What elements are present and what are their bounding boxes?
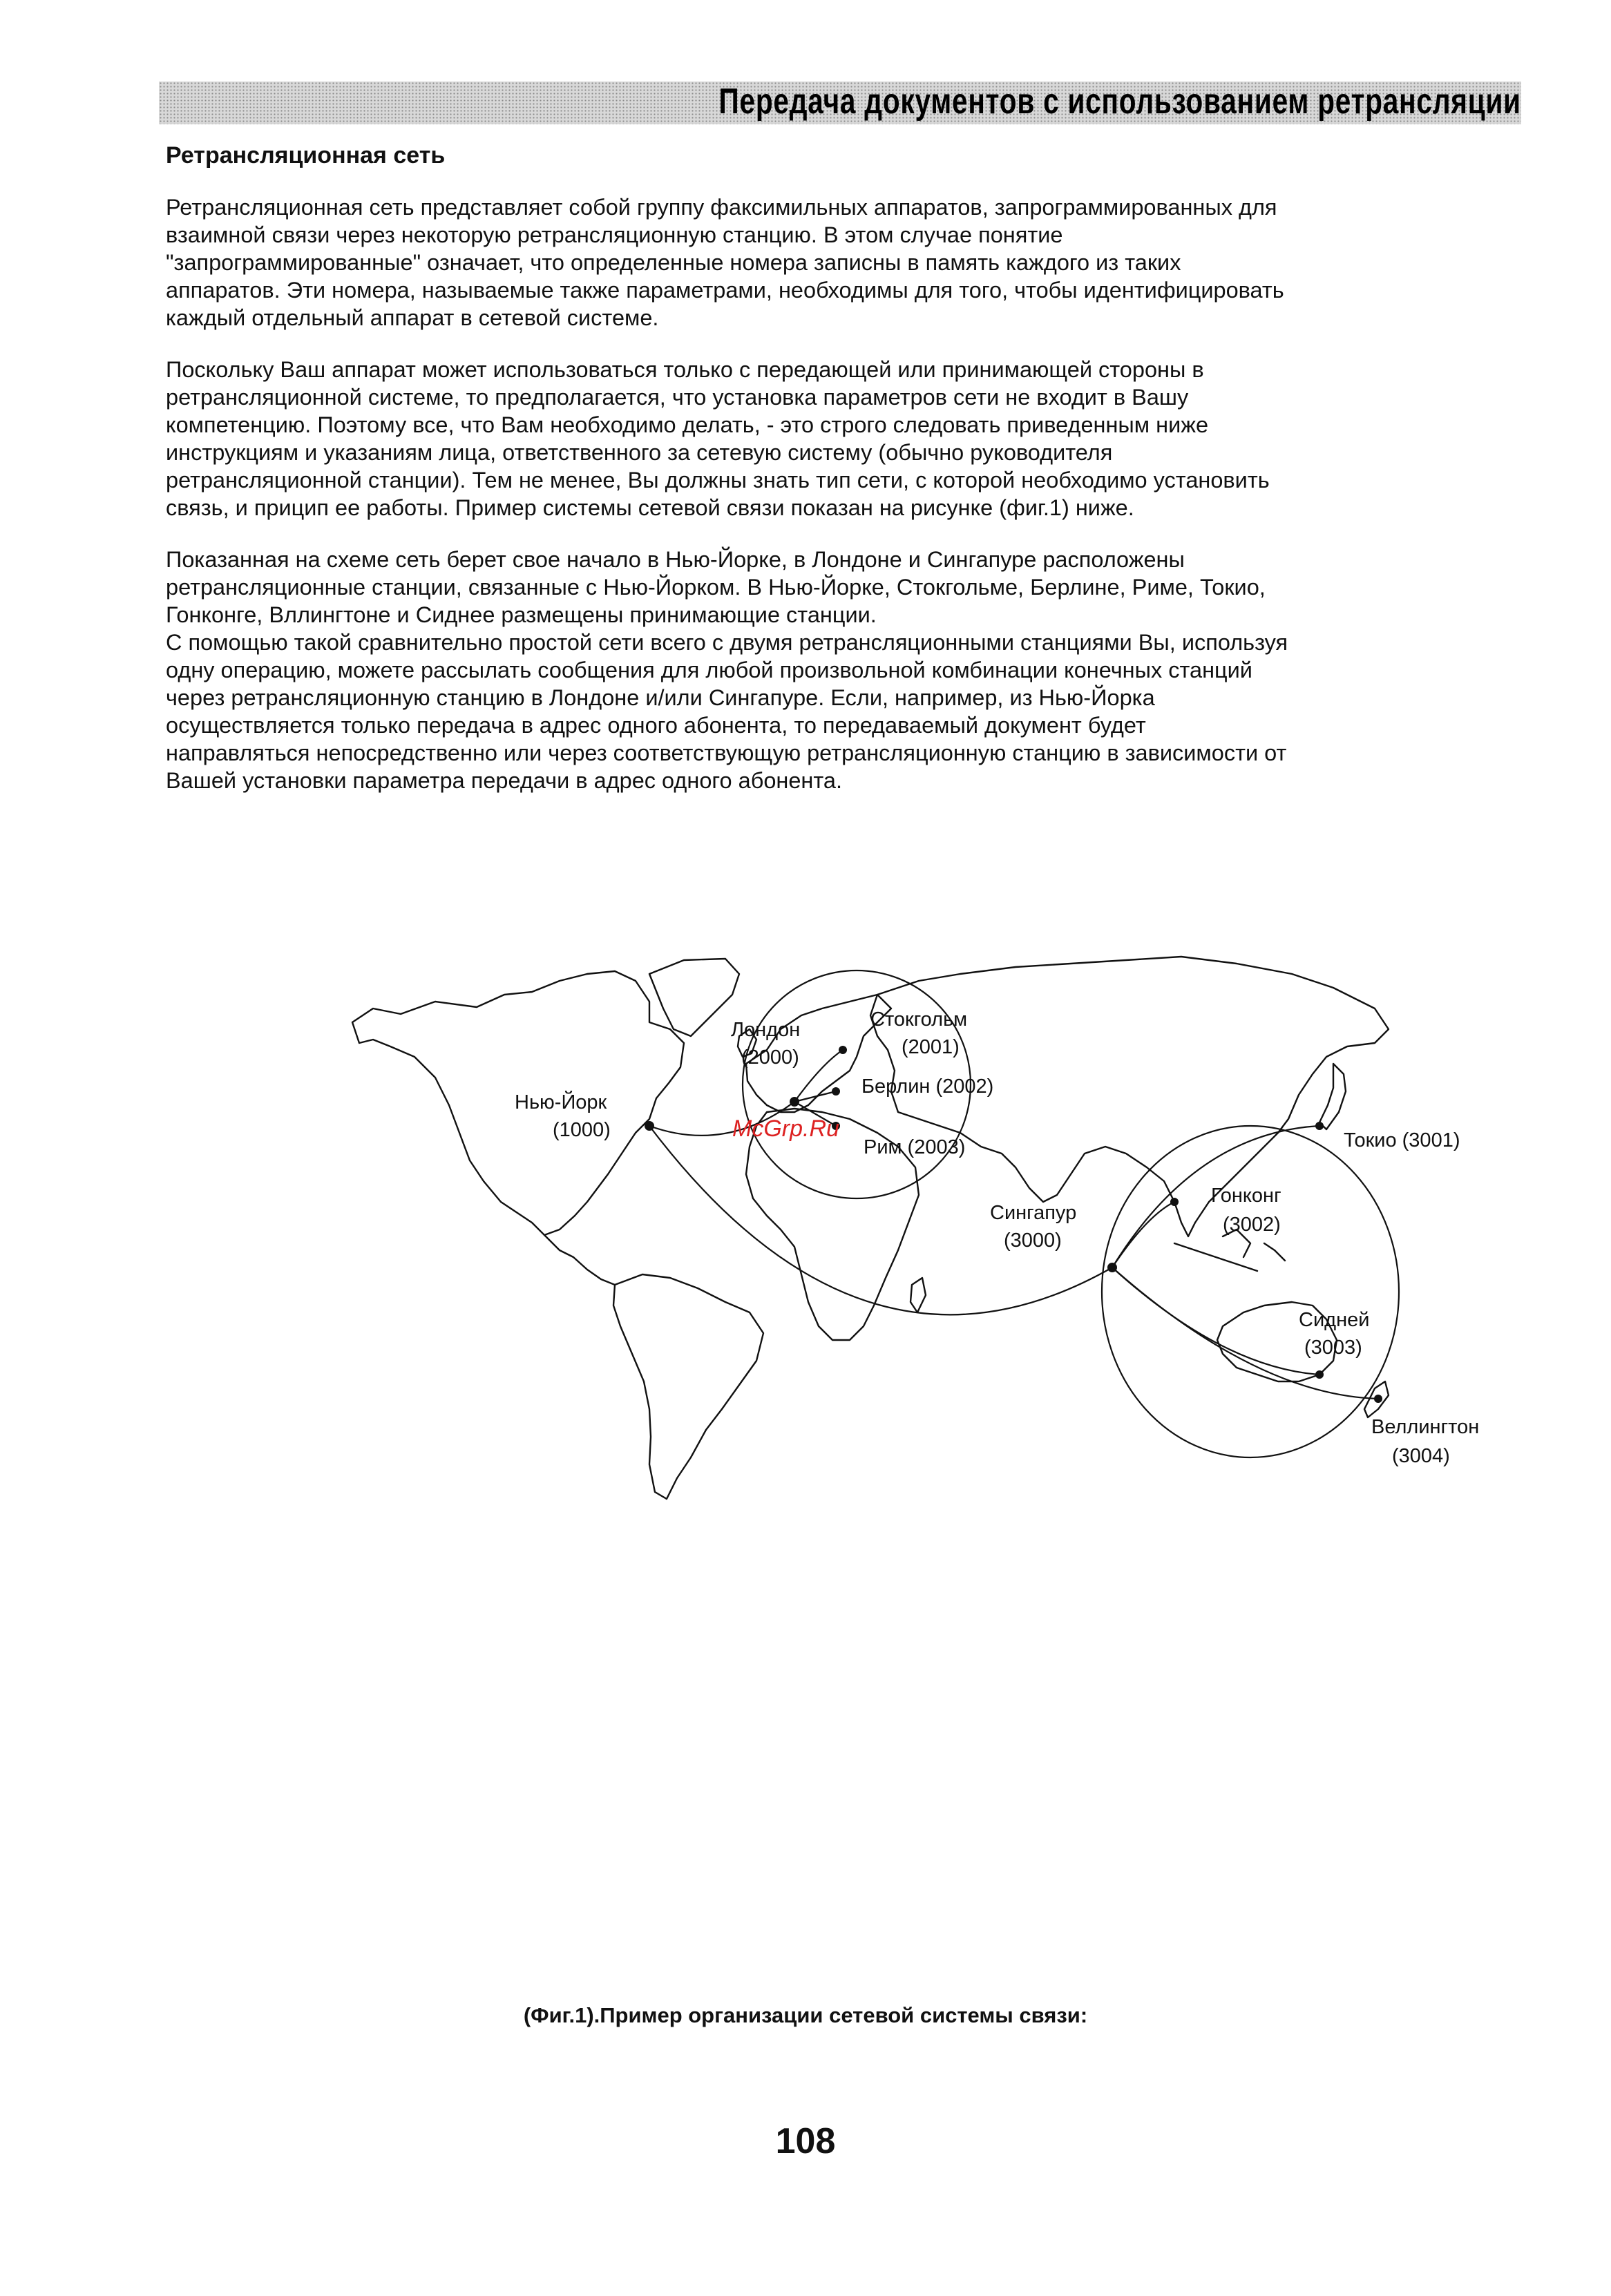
sydney-station-dot [1315,1370,1324,1379]
indonesia-outline [1174,1230,1285,1271]
page-header-title: Передача документов с использованием ретрансляции [718,82,1521,122]
singapore-relay-circle [1102,1126,1399,1457]
greenland-outline [649,959,739,1036]
new-york-station-dot [645,1121,654,1131]
figure-caption: (Фиг.1).Пример организации сетевой системы связи: [523,2003,1088,2027]
label-singapore-code: (3000) [1004,1230,1062,1252]
label-wellington-code: (3004) [1392,1445,1450,1467]
watermark-logo: McGrp.Ru [732,1116,839,1142]
label-tokyo: Токио (3001) [1344,1129,1460,1151]
central-america-outline [544,1235,615,1285]
singapore-station-dot [1107,1263,1117,1272]
label-hong-kong: Гонконг [1211,1185,1281,1207]
madagascar-outline [911,1278,926,1312]
label-london-code: (2000) [741,1046,799,1069]
label-sydney: Сидней [1299,1309,1370,1331]
wellington-station-dot [1374,1395,1382,1403]
label-berlin: Берлин (2002) [861,1075,994,1098]
label-rome: Рим (2003) [864,1136,966,1158]
paragraph-3: Показанная на схеме сеть берет свое начало в Нью-Йорке, в Лондоне и Сингапуре расположены ретрансляционные станции, связанные с Нью-Йорком. В Нью-Йорке, Стокгольме, Берлине, Риме, Токио, Гонконге, Вллингтоне и Сиднее размещены принимающие станции. С помощью такой сравнительно простой сети всего с двумя ретрансляционными станциями Вы, используя одну операцию, можете рассылать сообщения для любой произвольной комбинации конечных станций через ретрансляционную станцию в Лондоне и/или Сингапуре. Если, например, из Нью-Йорка осуществляется только передача в адрес одного абонента, то передаваемый документ будет направляться непосредственно или через соответствующую ретрансляционную станцию в зависимости от Вашей установки параметра передачи в адрес одного абонента. [166,547,1288,793]
label-sydney-code: (3003) [1304,1337,1362,1359]
world-map-figure [325,926,1513,1533]
section-title: Ретрансляционная сеть [166,142,446,169]
singapore-hongkong-link [1112,1202,1174,1267]
stockholm-station-dot [839,1046,847,1054]
south-america-outline [613,1274,763,1499]
label-hong-kong-code: (3002) [1223,1214,1281,1236]
label-new-york: Нью-Йорк [515,1091,607,1113]
london-station-dot [790,1097,799,1107]
singapore-sydney-link [1112,1267,1319,1375]
singapore-wellington-link [1112,1267,1378,1399]
label-singapore: Сингапур [990,1202,1077,1224]
paragraph-2: Поскольку Ваш аппарат может использоваться только с передающей или принимающей стороны в ретрансляционной системе, то предполагается, что установка параметров сети не входит в Вашу компетенцию. Поэтому все, что Вам необходимо делать, - это строго следовать приведенным ниже инструкциям и указаниям лица, ответственного за сетевую систему (обычно руководителя ретрансляционной станции). Тем не менее, Вы должны знать тип сети, с которой необходимо установить связь, и прицип ее работы. Пример системы сетевой связи показан на рисунке (фиг.1) ниже. [166,357,1270,520]
label-london: Лондон [731,1019,801,1041]
tokyo-station-dot [1315,1122,1324,1130]
label-stockholm-code: (2001) [902,1036,960,1058]
japan-outline [1319,1064,1346,1129]
paragraph-1: Ретрансляционная сеть представляет собой группу факсимильных аппаратов, запрограммированных для взаимной связи через некоторую ретрансляционную станцию. В этом случае понятие "запрограммированные" означает, что определенные номера записны в память каждого из таких аппаратов. Эти номера, называемые также параметрами, необходимы для того, чтобы идентифицировать каждый отдельный аппарат в сетевой системе. [166,195,1284,330]
page-number: 108 [775,2121,836,2161]
label-stockholm: Стокгольм [870,1008,968,1031]
berlin-station-dot [832,1087,840,1096]
hong-kong-station-dot [1170,1198,1179,1206]
label-wellington: Веллингтон [1371,1416,1480,1438]
label-new-york-code: (1000) [553,1119,611,1141]
